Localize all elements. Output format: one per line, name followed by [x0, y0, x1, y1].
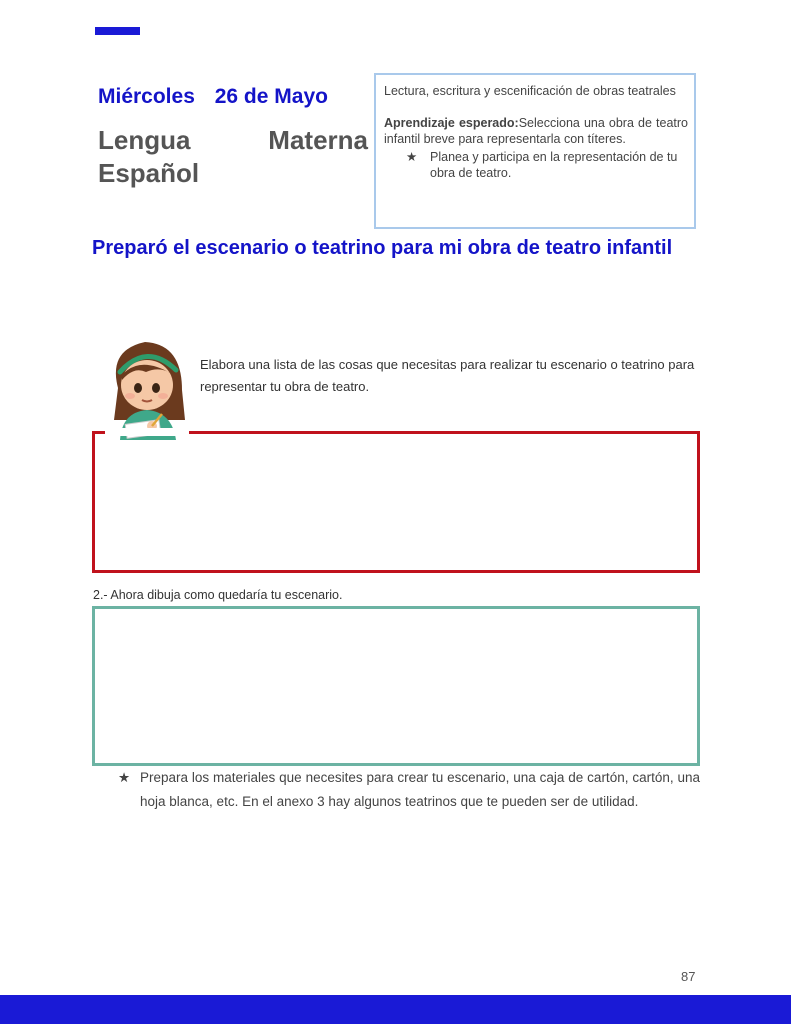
topic-text: Lectura, escritura y escenificación de obras teatrales	[384, 84, 676, 98]
objective-bullet	[406, 149, 688, 182]
star-icon: ★	[118, 770, 131, 785]
drawing-box[interactable]	[92, 606, 700, 766]
expected-text: Selecciona una obra de teatro infantil breve para representarla con títeres.	[384, 115, 688, 146]
top-accent-bar	[95, 27, 140, 35]
subject-word-2: Materna	[268, 125, 368, 155]
expected-learning	[384, 115, 688, 148]
bottom-accent-bar	[0, 995, 791, 1024]
girl-writing-illustration	[100, 330, 195, 440]
day-label: Miércoles	[98, 85, 195, 108]
final-note-text: Prepara los materiales que necesites para crear tu escenario, una caja de cartón, cartón, una hoja blanca, etc. En el anexo 3 hay algunos teatrinos que te pueden ser de utilidad.	[140, 770, 700, 809]
final-note	[118, 766, 700, 813]
materials-list-box[interactable]	[92, 431, 700, 573]
page-number: 87	[681, 969, 696, 984]
page-title: Preparó el escenario o teatrino para mi obra de teatro infantil	[92, 237, 673, 259]
bullet-text: Planea y participa en la representación de tu obra de teatro.	[430, 149, 678, 180]
subject-heading	[98, 124, 368, 190]
question-2: 2.- Ahora dibuja como quedaría tu escenario.	[93, 588, 343, 602]
instruction-text: Elabora una lista de las cosas que necesitas para realizar tu escenario o teatrino para representar tu obra de teatro.	[200, 357, 695, 394]
star-icon: ★	[406, 149, 418, 164]
red-box-illustration-gap	[105, 428, 189, 436]
subject-word-1: Lengua	[98, 125, 191, 155]
date-label: 26 de Mayo	[214, 85, 328, 108]
learning-objective-box	[374, 73, 696, 229]
date-heading	[98, 85, 342, 109]
subject-word-3: Español	[98, 158, 200, 188]
expected-label: Aprendizaje esperado:	[384, 115, 519, 130]
